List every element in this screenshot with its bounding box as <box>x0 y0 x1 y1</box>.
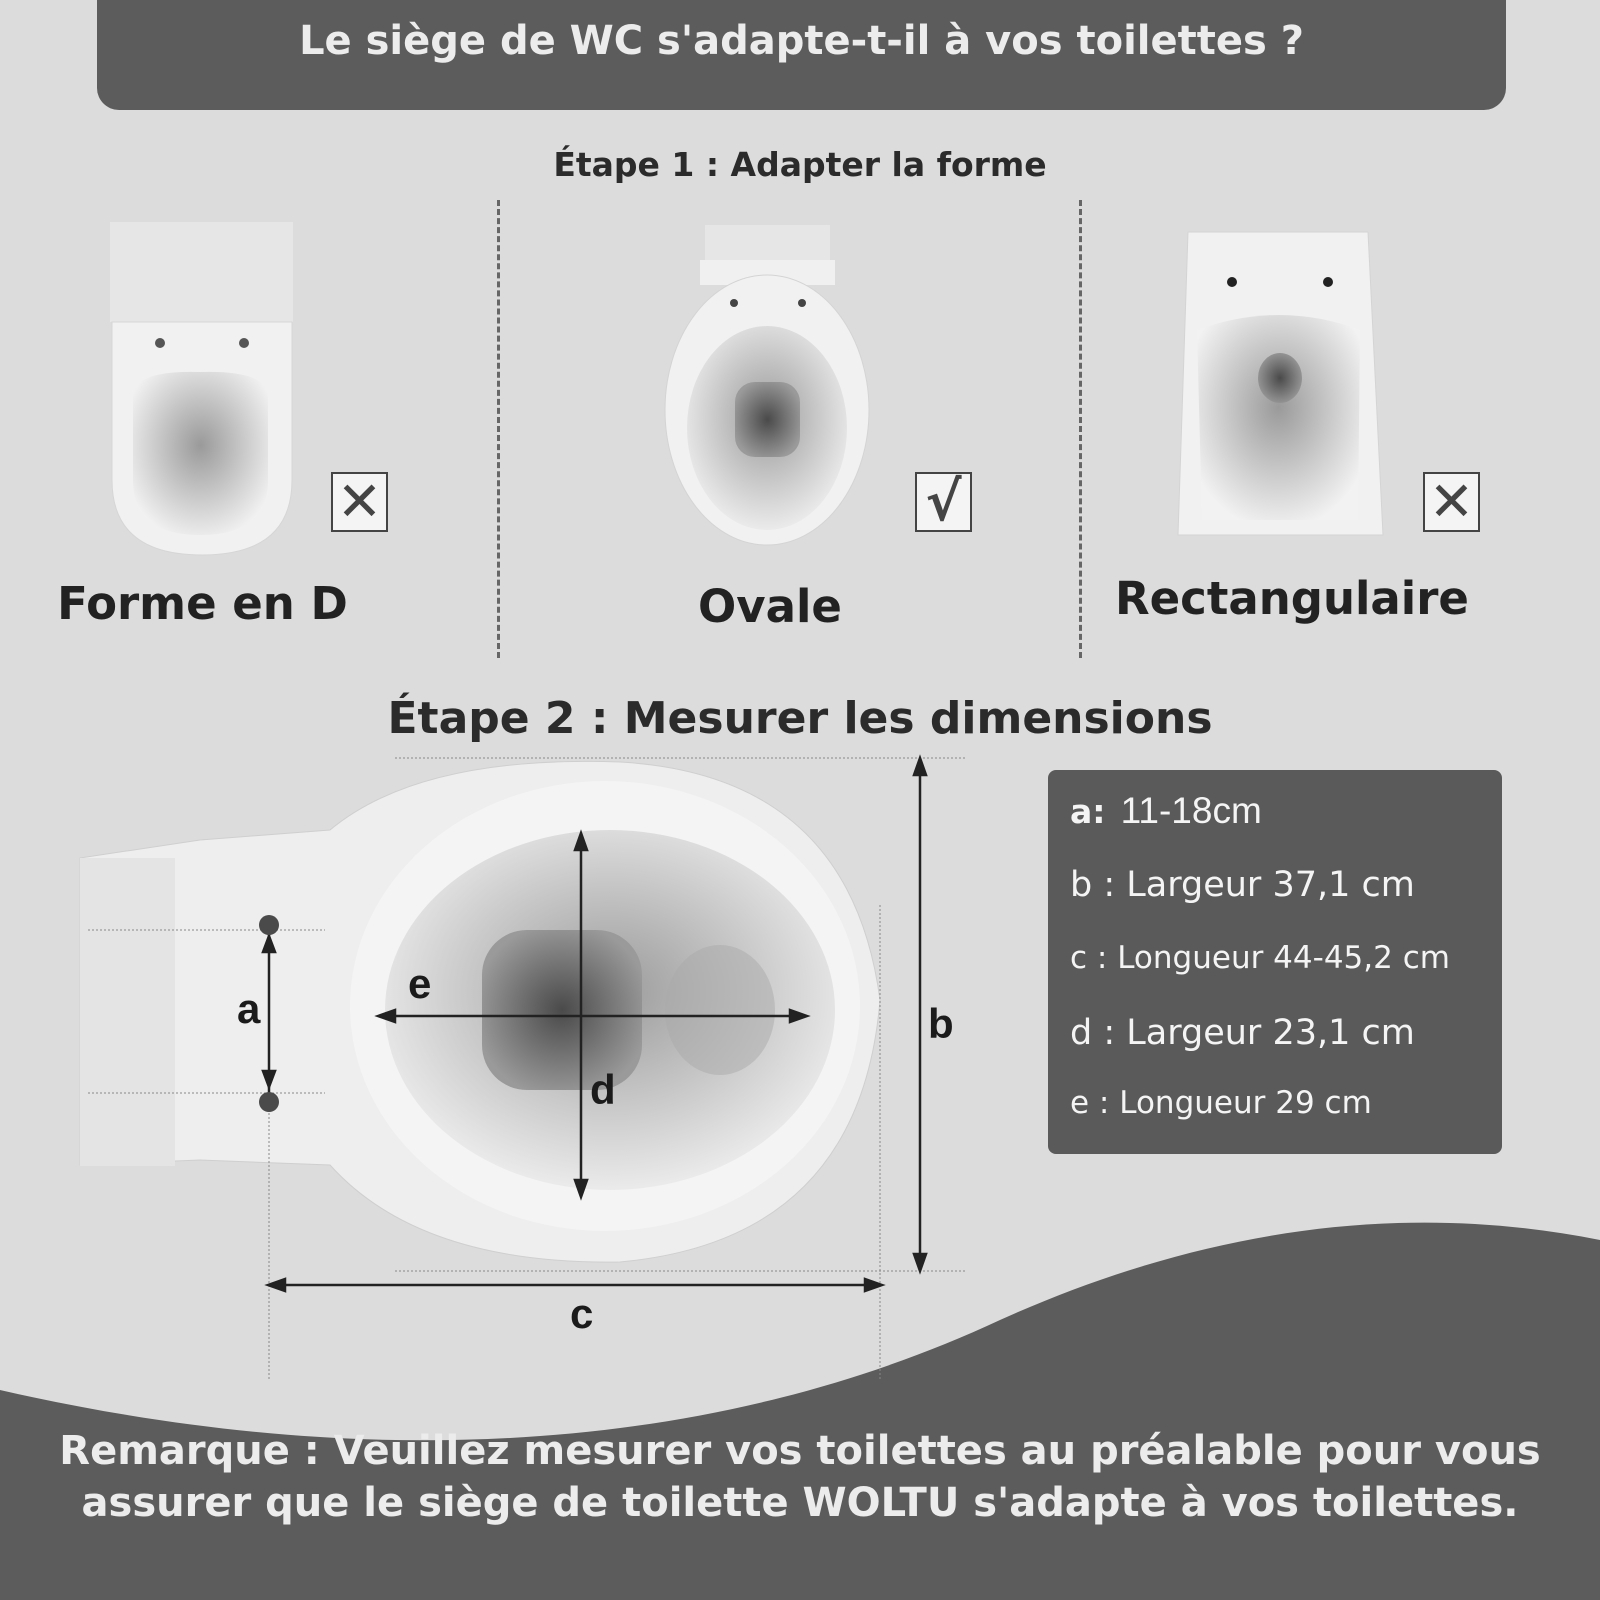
dimension-row-e <box>1070 1085 1372 1121</box>
d-shape-toilet-icon <box>110 222 293 555</box>
dimensions-panel <box>1048 770 1502 1154</box>
oval-toilet-icon <box>665 225 869 545</box>
note-text <box>0 1425 1600 1529</box>
note-line-1: Remarque : Veuillez mesurer vos toilettes au préalable pour vous <box>59 1428 1541 1474</box>
note-line-2: assurer que le siège de toilette WOLTU s'adapte à vos toilettes. <box>81 1480 1519 1526</box>
dimension-letter-a: a <box>237 985 261 1032</box>
cross-icon: ✕ <box>1423 472 1480 532</box>
dimension-row-d <box>1070 1013 1415 1053</box>
dimension-value: Longueur 29 cm <box>1119 1085 1372 1121</box>
dimension-letter-c: c <box>570 1290 594 1337</box>
dimension-value: Largeur 23,1 cm <box>1126 1013 1415 1053</box>
check-icon: √ <box>915 472 972 532</box>
dimension-row-a <box>1070 790 1262 832</box>
bolt-hole <box>259 915 279 935</box>
dashed-divider <box>1079 200 1082 658</box>
shape-label-rectangular: Rectangulaire <box>1115 572 1469 625</box>
bottom-wave <box>0 1223 1600 1600</box>
dimension-key: a: <box>1070 792 1106 831</box>
dimension-letter-d: d <box>590 1066 616 1113</box>
dimension-key: c : <box>1070 940 1108 976</box>
dimension-key: d : <box>1070 1013 1116 1053</box>
dimension-key: e : <box>1070 1085 1110 1121</box>
dimension-key: b : <box>1070 865 1116 905</box>
shape-label-d: Forme en D <box>57 577 348 630</box>
dimension-letter-e: e <box>408 960 432 1007</box>
cross-icon: ✕ <box>331 472 388 532</box>
step1-title: Étape 1 : Adapter la forme <box>553 145 1047 184</box>
dimension-value: Longueur 44-45,2 cm <box>1117 940 1450 976</box>
rectangular-toilet-icon <box>1178 232 1383 535</box>
bolt-hole <box>259 1092 279 1112</box>
dashed-divider <box>497 200 500 658</box>
dimension-value: 11-18cm <box>1120 790 1262 831</box>
page-title: Le siège de WC s'adapte-t-il à vos toilettes ? <box>299 18 1304 64</box>
step2-title: Étape 2 : Mesurer les dimensions <box>387 693 1213 744</box>
dimension-value: Largeur 37,1 cm <box>1126 865 1415 905</box>
top-view-toilet-icon <box>80 761 880 1262</box>
dimension-letter-b: b <box>928 1000 954 1047</box>
dimension-row-c <box>1070 940 1450 976</box>
dimension-row-b <box>1070 865 1415 905</box>
shape-label-oval: Ovale <box>698 580 842 633</box>
